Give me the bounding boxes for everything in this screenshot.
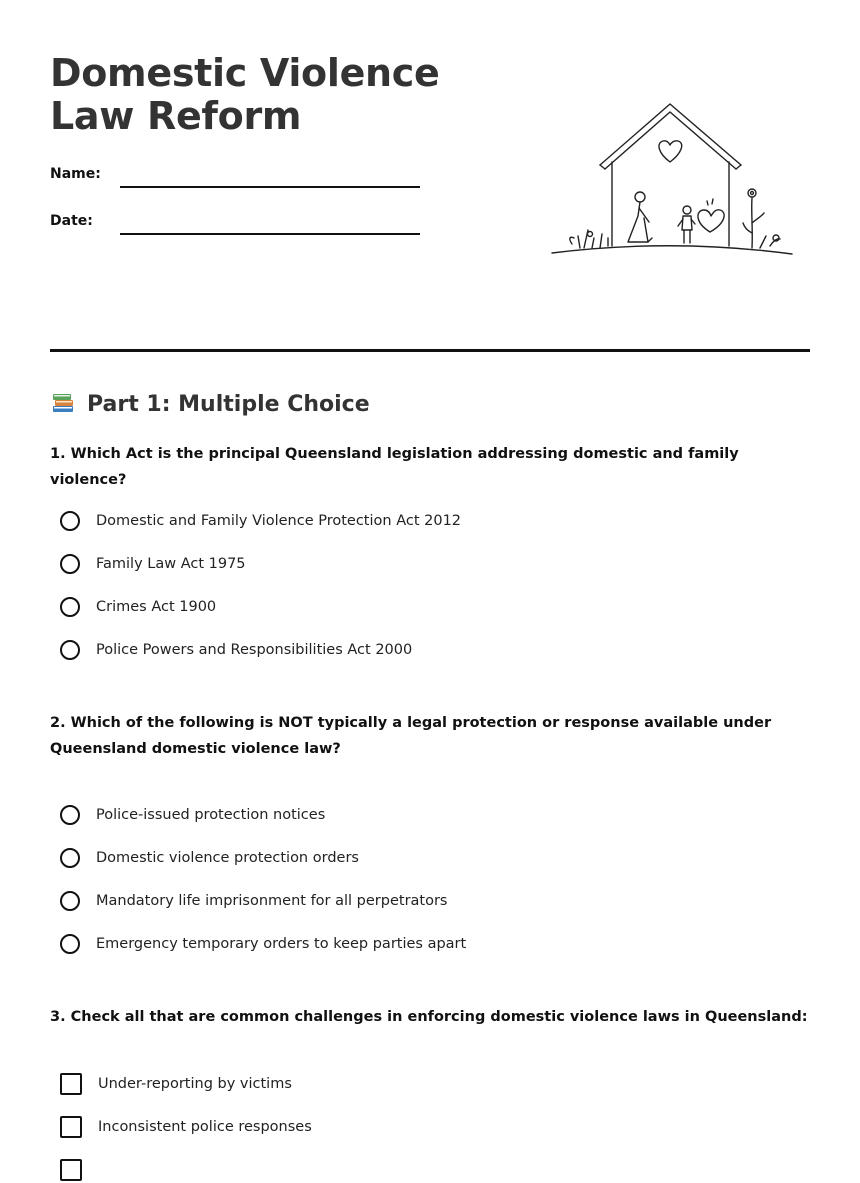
q2-option-1[interactable] [60,802,325,828]
radio-button[interactable] [60,554,80,574]
radio-button[interactable] [60,934,80,954]
date-field[interactable] [50,213,470,237]
option-label: Police-issued protection notices [96,807,326,823]
option-label: Emergency temporary orders to keep parties apart [96,936,467,952]
q1-option-1[interactable] [60,508,461,534]
radio-button[interactable] [60,597,80,617]
radio-button[interactable] [60,805,80,825]
radio-button[interactable] [60,848,80,868]
name-input-line[interactable] [120,186,420,188]
option-label: Family Law Act 1975 [96,556,246,572]
option-label: Domestic and Family Violence Protection Act 2012 [96,513,462,529]
header-divider [50,349,810,352]
q1-option-2[interactable] [60,551,246,577]
question-2: 2. Which of the following is NOT typically a legal protection or response available under Queensland domestic violence law? [50,715,772,757]
option-label: Mandatory life imprisonment for all perpetrators [96,893,448,909]
radio-button[interactable] [60,511,80,531]
q1-option-3[interactable] [60,594,216,620]
books-icon [50,391,76,417]
checkbox[interactable] [60,1116,82,1138]
date-input-line[interactable] [120,233,420,235]
q1-option-4[interactable] [60,637,412,663]
name-field[interactable] [50,166,470,190]
part1-heading [50,388,370,420]
option-label: Under-reporting by victims [98,1076,292,1092]
q2-option-3[interactable] [60,888,447,914]
question-1: 1. Which Act is the principal Queensland legislation addressing domestic and family violence? [50,446,739,488]
date-label: Date: [50,213,93,229]
q3-option-2[interactable] [60,1114,312,1140]
name-label: Name: [50,166,101,182]
house-family-heart-icon [548,98,796,260]
option-label: Crimes Act 1900 [96,599,217,615]
checkbox[interactable] [60,1073,82,1095]
q2-option-2[interactable] [60,845,359,871]
q3-option-1[interactable] [60,1071,292,1097]
radio-button[interactable] [60,891,80,911]
page-title: Domestic Violence Law Reform [50,51,440,138]
part1-heading-text: Part 1: Multiple Choice [87,391,370,417]
option-label: Police Powers and Responsibilities Act 2000 [96,642,413,658]
option-label: Domestic violence protection orders [96,850,359,866]
q2-option-4[interactable] [60,931,466,957]
option-label: Inconsistent police responses [98,1119,312,1135]
question-3: 3. Check all that are common challenges in enforcing domestic violence laws in Queensland: [50,1009,808,1025]
radio-button[interactable] [60,640,80,660]
checkbox[interactable] [60,1159,82,1181]
